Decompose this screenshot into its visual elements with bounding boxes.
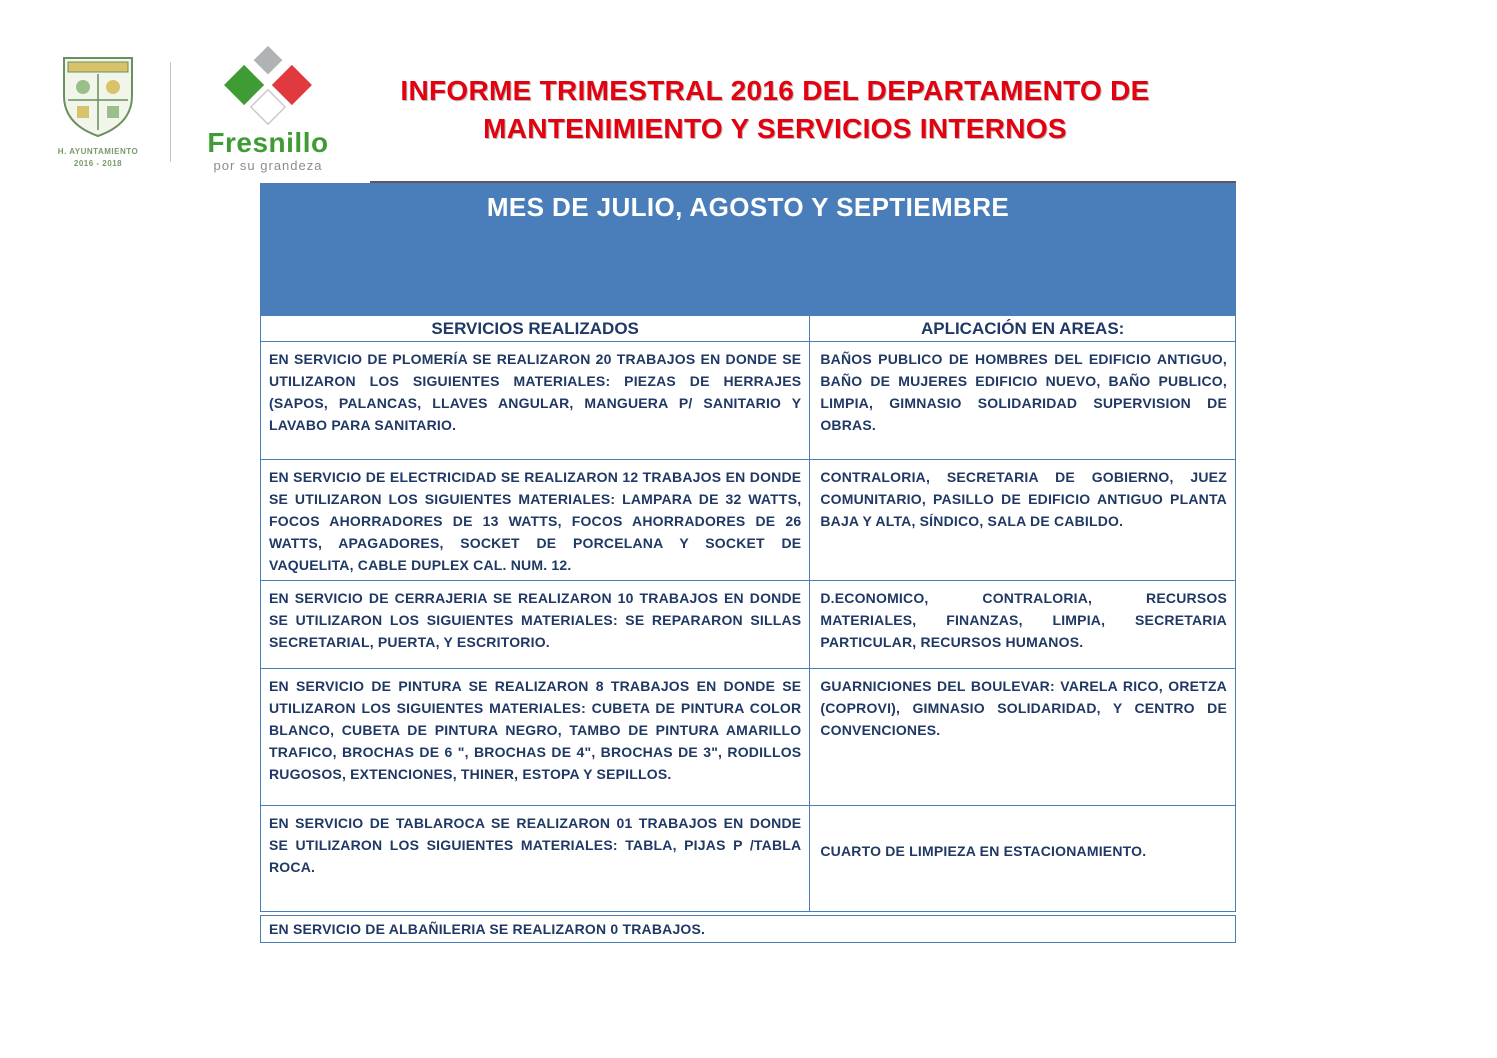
report-table	[260, 315, 1236, 943]
area-cell: GUARNICIONES DEL BOULEVAR: VARELA RICO, ORETZA (COPROVI), GIMNASIO SOLIDARIDAD, Y CENTRO DE CONVENCIONES.	[820, 678, 1227, 738]
month-banner-title: MES DE JULIO, AGOSTO Y SEPTIEMBRE	[486, 192, 1010, 222]
service-cell: EN SERVICIO DE ELECTRICIDAD SE REALIZARON 12 TRABAJOS EN DONDE SE UTILIZARON LOS SIGUIENTES MATERIALES: LAMPARA DE 32 WATTS, FOCOS AHORRADORES DE 13 WATTS, FOCOS AHORRADORES DE 26 WATTS, APAGADORES, SOCKET DE PORCELANA Y SOCKET DE VAQUELITA, CABLE DUPLEX CAL. NUM. 12.	[261, 460, 810, 580]
month-banner	[260, 183, 1236, 315]
diamonds-icon	[193, 42, 343, 128]
fresnillo-logo	[193, 42, 343, 174]
service-cell: EN SERVICIO DE PLOMERÍA SE REALIZARON 20 TRABAJOS EN DONDE SE UTILIZARON LOS SIGUIENTES MATERIALES: PIEZAS DE HERRAJES (SAPOS, PALANCAS, LLAVES ANGULAR, MANGUERA P/ SANITARIO Y LAVABO PARA SANITARIO.	[261, 342, 810, 459]
table-row-tablaroca	[261, 806, 1235, 911]
area-cell: BAÑOS PUBLICO DE HOMBRES DEL EDIFICIO ANTIGUO, BAÑO DE MUJERES EDIFICIO NUEVO, BAÑO PUBLICO, LIMPIA, GIMNASIO SOLIDARIDAD SUPERVISION DE OBRAS.	[820, 351, 1227, 433]
municipal-crest	[52, 52, 144, 169]
report-table-main	[260, 315, 1236, 912]
table-row-electricidad	[261, 460, 1235, 581]
service-cell: EN SERVICIO DE PINTURA SE REALIZARON 8 TRABAJOS EN DONDE SE UTILIZARON LOS SIGUIENTES MATERIALES: CUBETA DE PINTURA COLOR BLANCO, CUBETA DE PINTURA NEGRO, TAMBO DE PINTURA AMARILLO TRAFICO, BROCHAS DE 6 ", BROCHAS DE 4", BROCHAS DE 3", RODILLOS RUGOSOS, EXTENCIONES, THINER, ESTOPA Y SEPILLOS.	[261, 669, 810, 805]
table-header-row	[261, 316, 1235, 342]
document-title	[370, 72, 1180, 148]
service-cell: EN SERVICIO DE ALBAÑILERIA SE REALIZARON 0 TRABAJOS.	[269, 921, 706, 937]
brand-tagline: por su grandeza	[213, 158, 323, 173]
service-cell: EN SERVICIO DE TABLAROCA SE REALIZARON 01 TRABAJOS EN DONDE SE UTILIZARON LOS SIGUIENTES MATERIALES: TABLA, PIJAS P /TABLA ROCA.	[261, 806, 810, 911]
column-header-servicios: SERVICIOS REALIZADOS	[261, 316, 810, 341]
logo-divider	[170, 62, 171, 162]
table-row-cerrajeria	[261, 581, 1235, 669]
document-title-line2: MANTENIMIENTO Y SERVICIOS INTERNOS	[483, 113, 1067, 144]
area-cell: CONTRALORIA, SECRETARIA DE GOBIERNO, JUEZ COMUNITARIO, PASILLO DE EDIFICIO ANTIGUO PLANTA BAJA Y ALTA, SÍNDICO, SALA DE CABILDO.	[820, 469, 1227, 529]
service-cell: EN SERVICIO DE CERRAJERIA SE REALIZARON 10 TRABAJOS EN DONDE SE UTILIZARON LOS SIGUIENTES MATERIALES: SE REPARARON SILLAS SECRETARIAL, PUERTA, Y ESCRITORIO.	[261, 581, 810, 668]
crest-shield-icon	[56, 127, 140, 144]
table-row-plomeria	[261, 342, 1235, 460]
brand-name: Fresnillo	[207, 127, 329, 158]
crest-caption-line2: 2016 - 2018	[73, 159, 123, 168]
crest-caption-line1: H. AYUNTAMIENTO	[57, 147, 139, 156]
area-cell: D.ECONOMICO, CONTRALORIA, RECURSOS MATERIALES, FINANZAS, LIMPIA, SECRETARIA PARTICULAR, RECURSOS HUMANOS.	[820, 590, 1227, 650]
table-row-pintura	[261, 669, 1235, 806]
area-cell: CUARTO DE LIMPIEZA EN ESTACIONAMIENTO.	[820, 843, 1147, 859]
column-header-aplicacion: APLICACIÓN EN AREAS:	[920, 319, 1125, 338]
document-title-line1: INFORME TRIMESTRAL 2016 DEL DEPARTAMENTO DE	[400, 75, 1150, 106]
table-row-albanileria	[260, 915, 1236, 943]
